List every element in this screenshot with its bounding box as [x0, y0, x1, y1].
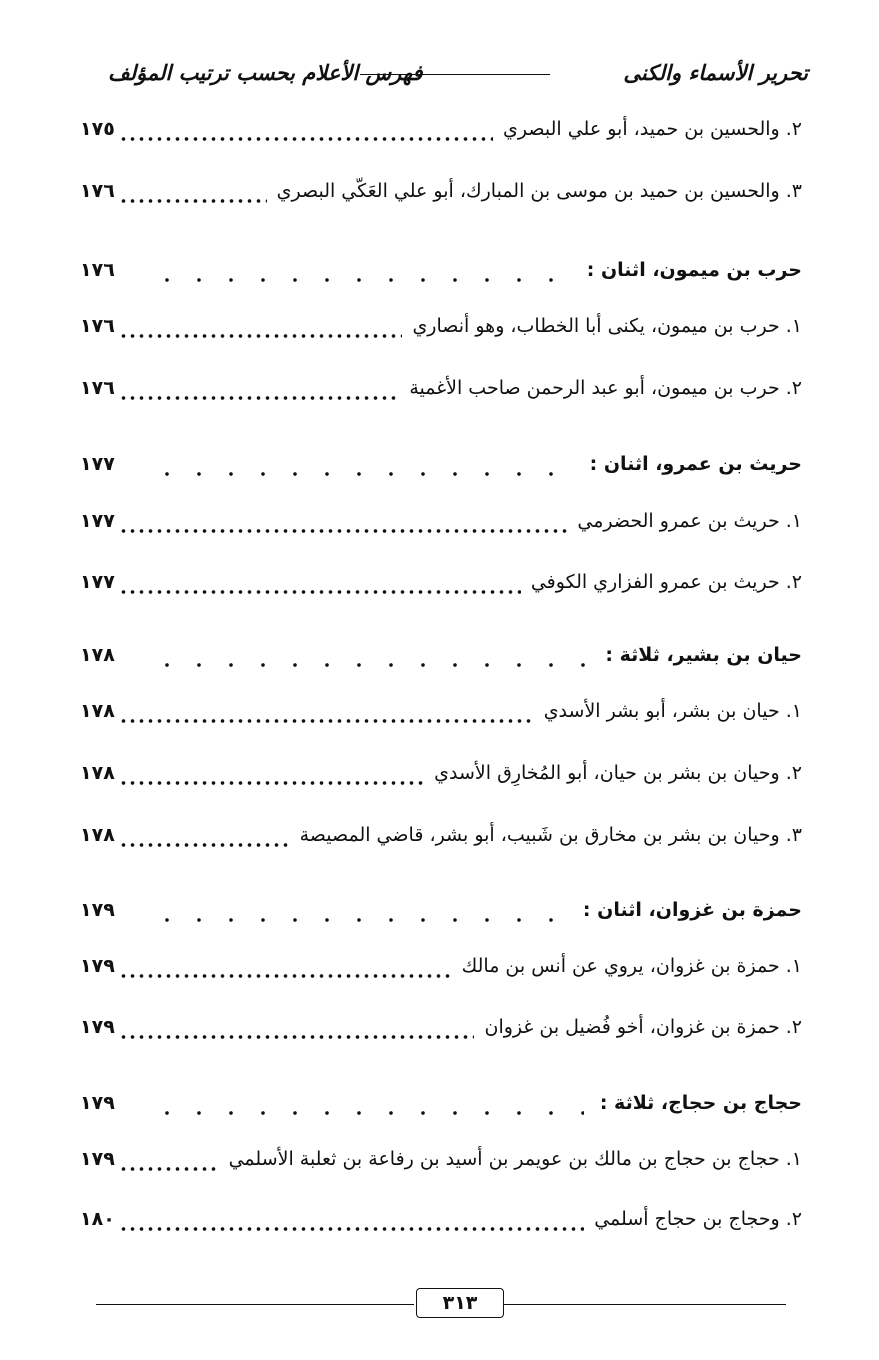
index-entry [80, 690, 802, 726]
dot-leader [119, 1204, 584, 1234]
group-name: حريث بن عمرو، اثنان : [589, 453, 802, 475]
group-name: حجاج بن حجاج، ثلاثة : [599, 1092, 802, 1114]
dot-leader [119, 1012, 475, 1042]
group-page-number: ١٧٩ [80, 899, 115, 921]
entry-name: ٢. وحيان بن بشر بن حيان، أبو المُخارِق الأسدي [434, 762, 802, 784]
dot-leader [119, 373, 400, 403]
entry-page-number: ١٧٦ [80, 377, 115, 399]
entry-page-number: ١٧٦ [80, 180, 115, 202]
dot-leader [151, 640, 590, 670]
group-page-number: ١٧٨ [80, 644, 115, 666]
index-group-heading [80, 443, 802, 479]
group-page-number: ١٧٦ [80, 259, 115, 281]
index-entry [80, 108, 802, 144]
entry-page-number: ١٧٨ [80, 700, 115, 722]
dot-leader [119, 820, 290, 850]
dot-leader [119, 114, 493, 144]
index-entry [80, 367, 802, 403]
index-entry [80, 945, 802, 981]
dot-leader [119, 696, 534, 726]
index-entry [80, 561, 802, 597]
index-entry [80, 1006, 802, 1042]
entry-name: ٢. وحجاج بن حجاج أسلمي [594, 1208, 802, 1230]
entry-page-number: ١٧٨ [80, 824, 115, 846]
dot-leader [151, 449, 574, 479]
entry-name: ١. حريث بن عمرو الحضرمي [577, 510, 802, 532]
entry-name: ١. حرب بن ميمون، يكنى أبا الخطاب، وهو أنصاري [412, 315, 802, 337]
index-group-heading [80, 1082, 802, 1118]
dot-leader [119, 506, 568, 536]
entry-page-number: ١٧٨ [80, 762, 115, 784]
index-entry [80, 1198, 802, 1234]
entry-page-number: ١٧٧ [80, 571, 115, 593]
entry-name: ٣. والحسين بن حميد بن موسى بن المبارك، أبو علي العَكّي البصري [276, 180, 802, 202]
index-entry [80, 305, 802, 341]
dot-leader [119, 758, 424, 788]
entry-name: ١. حمزة بن غزوان، يروي عن أنس بن مالك [461, 955, 802, 977]
entry-name: ٢. حريث بن عمرو الفزاري الكوفي [530, 571, 802, 593]
book-title: تحرير الأسماء والكنى [623, 60, 808, 85]
index-group-heading [80, 249, 802, 285]
index-list [80, 0, 802, 1360]
dot-leader [119, 1144, 219, 1174]
footer-rule-right [504, 1304, 786, 1305]
index-entry [80, 500, 802, 536]
footer-rule-left [96, 1304, 414, 1305]
index-entry [80, 814, 802, 850]
entry-name: ١. حجاج بن حجاج بن مالك بن عويمر بن أسيد بن رفاعة بن ثعلبة الأسلمي [228, 1148, 802, 1170]
entry-page-number: ١٧٦ [80, 315, 115, 337]
dot-leader [119, 176, 267, 206]
group-page-number: ١٧٧ [80, 453, 115, 475]
entry-page-number: ١٧٩ [80, 955, 115, 977]
entry-page-number: ١٨٠ [80, 1208, 115, 1230]
entry-page-number: ١٧٩ [80, 1016, 115, 1038]
entry-name: ١. حيان بن بشر، أبو بشر الأسدي [543, 700, 802, 722]
dot-leader [119, 311, 403, 341]
entry-page-number: ١٧٥ [80, 118, 115, 140]
group-name: حرب بن ميمون، اثنان : [586, 259, 802, 281]
page-footer [96, 1288, 786, 1318]
group-name: حيان بن بشير، ثلاثة : [605, 644, 802, 666]
dot-leader [119, 951, 452, 981]
page-number: ٣١٣ [416, 1288, 504, 1318]
index-entry [80, 1138, 802, 1174]
entry-name: ٢. حمزة بن غزوان، أخو فُضيل بن غزوان [484, 1016, 802, 1038]
group-name: حمزة بن غزوان، اثنان : [582, 899, 802, 921]
dot-leader [119, 567, 521, 597]
entry-page-number: ١٧٧ [80, 510, 115, 532]
index-group-heading [80, 889, 802, 925]
index-group-heading [80, 634, 802, 670]
entry-name: ٢. والحسين بن حميد، أبو علي البصري [503, 118, 802, 140]
index-entry [80, 752, 802, 788]
dot-leader [151, 255, 571, 285]
section-title: فهرس الأعلام بحسب ترتيب المؤلف [108, 60, 423, 85]
entry-name: ٣. وحيان بن بشر بن مخارق بن شَبيب، أبو بشر، قاضي المصيصة [299, 824, 802, 846]
entry-page-number: ١٧٩ [80, 1148, 115, 1170]
group-page-number: ١٧٩ [80, 1092, 115, 1114]
dot-leader [151, 895, 567, 925]
dot-leader [151, 1088, 584, 1118]
entry-name: ٢. حرب بن ميمون، أبو عبد الرحمن صاحب الأغمية [409, 377, 802, 399]
index-entry [80, 170, 802, 206]
